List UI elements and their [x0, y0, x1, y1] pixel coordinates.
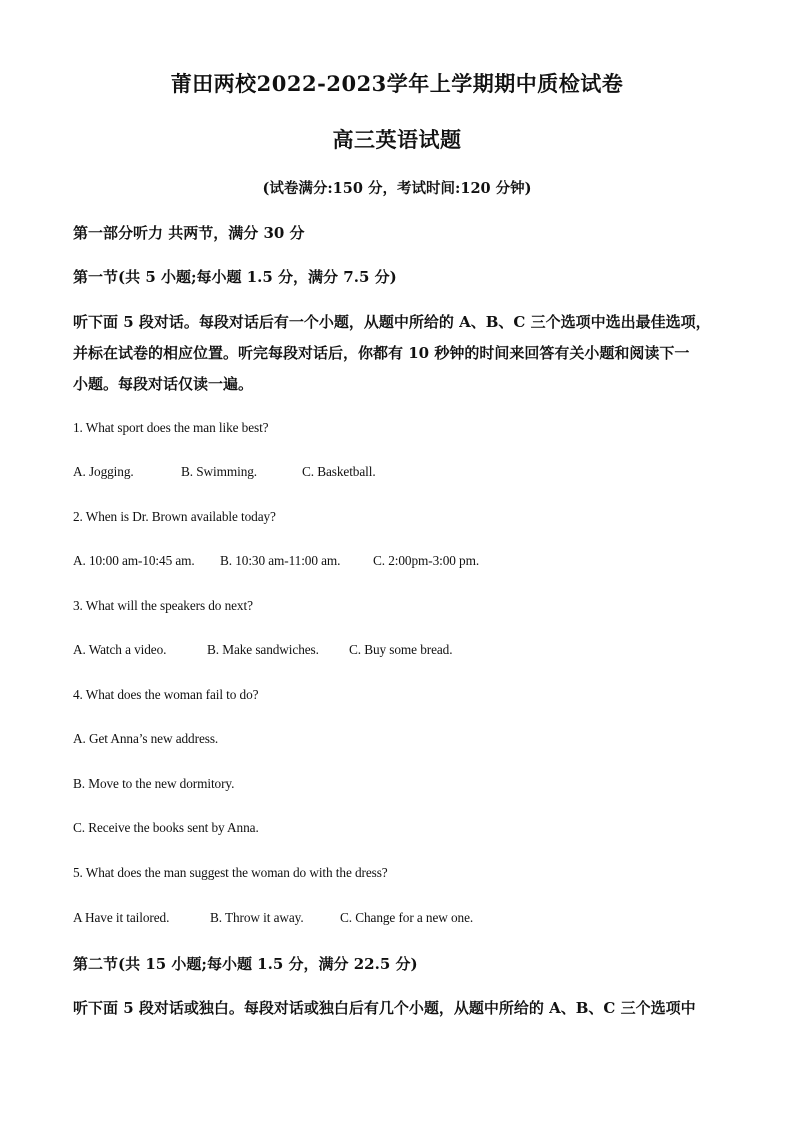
question-1-option-b: B. Swimming.: [181, 464, 258, 479]
section1-instructions-line3: 小题。每段对话仅读一遍。: [73, 375, 254, 393]
section2-heading: 第二节(共 15 小题;每小题 1.5 分，满分 22.5 分): [73, 955, 418, 973]
question-3-stem: 3. What will the speakers do next?: [73, 598, 253, 613]
exam-subtitle: 高三英语试题: [332, 127, 462, 152]
section1-heading: 第一节(共 5 小题;每小题 1.5 分，满分 7.5 分): [73, 268, 397, 286]
exam-note: (试卷满分:150 分，考试时间:120 分钟): [262, 180, 532, 197]
question-2-option-c: C. 2:00pm-3:00 pm.: [373, 553, 480, 568]
question-3-option-c: C. Buy some bread.: [349, 642, 453, 657]
question-5-stem: 5. What does the man suggest the woman do with the dress?: [73, 865, 388, 880]
question-5-option-c: C. Change for a new one.: [340, 910, 474, 925]
question-2-option-b: B. 10:30 am-11:00 am.: [220, 553, 341, 568]
question-5-option-b: B. Throw it away.: [210, 910, 304, 925]
question-1-option-c: C. Basketball.: [302, 464, 376, 479]
question-4-option-b: B. Move to the new dormitory.: [73, 776, 235, 791]
part1-heading: 第一部分听力 共两节，满分 30 分: [73, 224, 305, 242]
question-3-option-a: A. Watch a video.: [73, 642, 167, 657]
question-4-stem: 4. What does the woman fail to do?: [73, 687, 259, 702]
question-2-stem: 2. When is Dr. Brown available today?: [73, 509, 276, 524]
question-4-option-c: C. Receive the books sent by Anna.: [73, 820, 259, 835]
section1-instructions-line2: 并标在试卷的相应位置。听完每段对话后，你都有 10 秒钟的时间来回答有关小题和阅读下一: [73, 344, 690, 362]
question-3-option-b: B. Make sandwiches.: [207, 642, 319, 657]
exam-title: 莆田两校2022-2023学年上学期期中质检试卷: [170, 71, 624, 96]
section1-instructions-line1: 听下面 5 段对话。每段对话后有一个小题，从题中所给的 A、B、C 三个选项中选出最佳选项，: [73, 313, 711, 331]
question-1-stem: 1. What sport does the man like best?: [73, 420, 269, 435]
question-1-option-a: A. Jogging.: [73, 464, 134, 479]
question-2-option-a: A. 10:00 am-10:45 am.: [73, 553, 195, 568]
section2-instructions-line1: 听下面 5 段对话或独白。每段对话或独白后有几个小题，从题中所给的 A、B、C 三个选项中: [73, 999, 696, 1017]
question-4-option-a: A. Get Anna’s new address.: [73, 731, 219, 746]
question-5-option-a: A Have it tailored.: [73, 910, 170, 925]
